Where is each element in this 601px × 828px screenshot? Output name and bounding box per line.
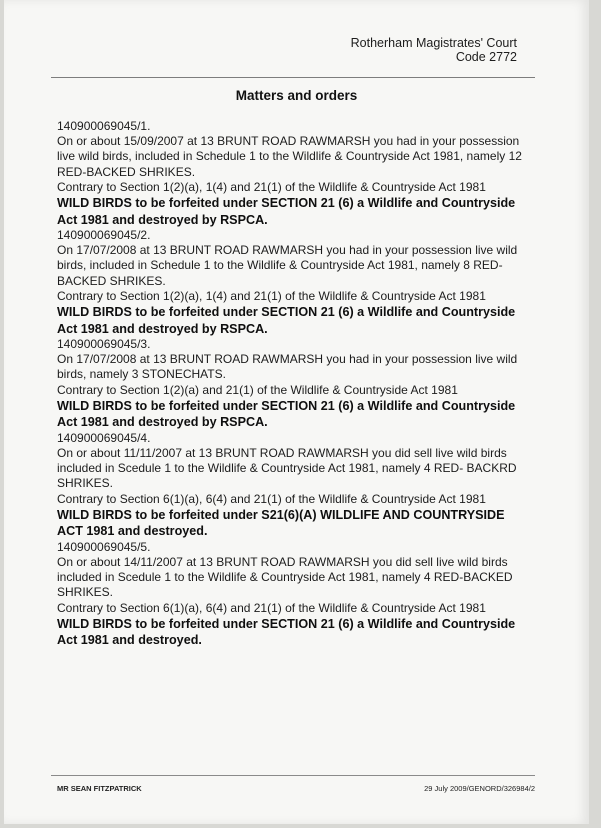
court-header bbox=[351, 36, 517, 64]
matters-list bbox=[57, 119, 522, 649]
matter-item bbox=[57, 431, 522, 540]
matter-charge: On or about 15/09/2007 at 13 BRUNT ROAD RAWMARSH you had in your possession live wild birds, included in Schedule 1 to the Wildlife & Countryside Act 1981, namely 12 RED-BACKED SHRIKES. bbox=[57, 134, 522, 179]
matter-ref: 140900069045/1. bbox=[57, 119, 151, 133]
matter-order: WILD BIRDS to be forfeited under SECTION 21 (6) a Wildlife and Countryside Act 1981 and destroyed by RSPCA. bbox=[57, 196, 516, 227]
matter-item bbox=[57, 540, 522, 649]
header-divider bbox=[51, 77, 535, 78]
matter-item bbox=[57, 119, 522, 228]
document-reference: 29 July 2009/GENORD/326984/2 bbox=[424, 784, 535, 793]
matter-charge: On or about 11/11/2007 at 13 BRUNT ROAD RAWMARSH you did sell live wild birds included in Scedule 1 to the Wildlife & Countryside Act 1981, namely 4 RED- BACKRD SHRIKES. bbox=[57, 446, 517, 491]
matter-contrary: Contrary to Section 6(1)(a), 6(4) and 21(1) of the Wildlife & Countryside Act 1981 bbox=[57, 491, 486, 506]
page-title: Matters and orders bbox=[235, 88, 358, 103]
matter-contrary: Contrary to Section 6(1)(a), 6(4) and 21(1) of the Wildlife & Countryside Act 1981 bbox=[57, 600, 486, 615]
matter-order: WILD BIRDS to be forfeited under S21(6)(A) WILDLIFE AND COUNTRYSIDE ACT 1981 and destroyed. bbox=[57, 507, 505, 539]
matter-ref: 140900069045/2. bbox=[57, 228, 151, 243]
matter-order: WILD BIRDS to be forfeited under SECTION 21 (6) a Wildlife and Countryside Act 1981 and destroyed by RSPCA. bbox=[57, 398, 516, 430]
matter-order: WILD BIRDS to be forfeited under SECTION 21 (6) a Wildlife and Countryside Act 1981 and destroyed by RSPCA. bbox=[57, 305, 516, 336]
matter-ref: 140900069045/5. bbox=[57, 539, 151, 554]
matter-ref: 140900069045/4. bbox=[57, 430, 151, 445]
matter-charge: On 17/07/2008 at 13 BRUNT ROAD RAWMARSH you had in your possession live wild birds, namely 3 STONECHATS. bbox=[57, 352, 518, 382]
matter-order: WILD BIRDS to be forfeited under SECTION 21 (6) a Wildlife and Countryside Act 1981 and destroyed. bbox=[57, 616, 516, 648]
document-page bbox=[4, 0, 589, 824]
matter-charge: On 17/07/2008 at 13 BRUNT ROAD RAWMARSH you had in your possession live wild birds, included in Schedule 1 to the Wildlife & Countryside Act 1981, namely 8 RED-BACKED SHRIKES. bbox=[57, 243, 518, 288]
matter-ref: 140900069045/3. bbox=[57, 337, 151, 352]
matter-item bbox=[57, 337, 522, 431]
matter-item bbox=[57, 228, 522, 337]
footer-divider bbox=[51, 775, 535, 776]
matter-contrary: Contrary to Section 1(2)(a), 1(4) and 21(1) of the Wildlife & Countryside Act 1981 bbox=[57, 179, 486, 194]
court-name: Rotherham Magistrates' Court bbox=[350, 36, 517, 50]
matter-contrary: Contrary to Section 1(2)(a), 1(4) and 21(1) of the Wildlife & Countryside Act 1981 bbox=[57, 288, 486, 303]
court-code: Code 2772 bbox=[455, 50, 517, 64]
matter-contrary: Contrary to Section 1(2)(a) and 21(1) of the Wildlife & Countryside Act 1981 bbox=[57, 382, 458, 397]
matter-charge: On or about 14/11/2007 at 13 BRUNT ROAD RAWMARSH you did sell live wild birds included in Scedule 1 to the Wildlife & Countryside Act 1981, namely 4 RED-BACKED SHRIKES. bbox=[57, 555, 513, 600]
defendant-name: MR SEAN FITZPATRICK bbox=[57, 784, 142, 793]
